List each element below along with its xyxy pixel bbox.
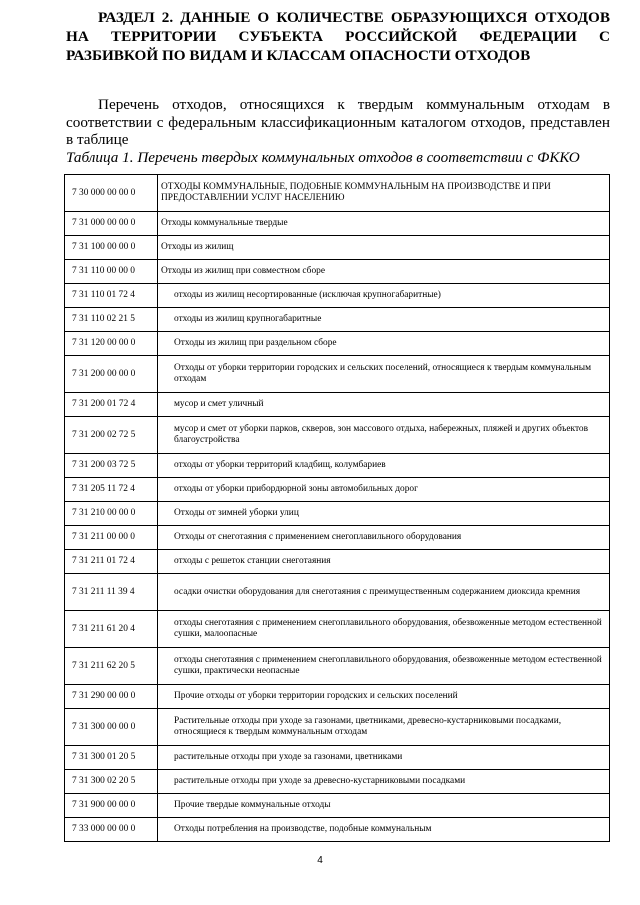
fkko-code: 7 31 100 00 00 0	[65, 236, 158, 260]
page-number: 4	[317, 855, 323, 866]
table-row	[65, 284, 610, 308]
fkko-code: 7 31 211 61 20 4	[65, 611, 158, 648]
intro-paragraph: Перечень отходов, относящихся к твердым коммунальным отходам в соответствии с федеральным классификационным каталогом отходов, представлен в таблице	[66, 96, 610, 148]
fkko-code: 7 31 900 00 00 0	[65, 794, 158, 818]
waste-name: отходы от уборки территорий кладбищ, колумбариев	[158, 454, 610, 478]
table-row	[65, 478, 610, 502]
waste-name: растительные отходы при уходе за газонами, цветниками	[158, 746, 610, 770]
table-row	[65, 611, 610, 648]
table-row	[65, 709, 610, 746]
waste-name: отходы снеготаяния с применением снегоплавильного оборудования, обезвоженные методом естественной сушки, малоопасные	[158, 611, 610, 648]
fkko-code: 7 31 205 11 72 4	[65, 478, 158, 502]
fkko-code: 7 33 000 00 00 0	[65, 818, 158, 842]
table-row	[65, 746, 610, 770]
fkko-code: 7 31 211 11 39 4	[65, 574, 158, 611]
fkko-code: 7 31 200 03 72 5	[65, 454, 158, 478]
waste-classification-table	[64, 174, 610, 842]
waste-name: Растительные отходы при уходе за газонами, цветниками, древесно-кустарниковыми посадками, относящиеся к твердым коммунальным отходам	[158, 709, 610, 746]
fkko-code: 7 31 200 00 00 0	[65, 356, 158, 393]
fkko-code: 7 31 300 02 20 5	[65, 770, 158, 794]
table-row	[65, 308, 610, 332]
waste-name: Отходы из жилищ при совместном сборе	[158, 260, 610, 284]
table-row	[65, 356, 610, 393]
fkko-code: 7 31 110 02 21 5	[65, 308, 158, 332]
table-row	[65, 526, 610, 550]
waste-name: ОТХОДЫ КОММУНАЛЬНЫЕ, ПОДОБНЫЕ КОММУНАЛЬНЫМ НА ПРОИЗВОДСТВЕ И ПРИ ПРЕДОСТАВЛЕНИИ УСЛУГ НАСЕЛЕНИЮ	[158, 175, 610, 212]
waste-name: Отходы от зимней уборки улиц	[158, 502, 610, 526]
fkko-code: 7 31 200 01 72 4	[65, 393, 158, 417]
waste-name: Отходы из жилищ	[158, 236, 610, 260]
table-row	[65, 574, 610, 611]
waste-name: Отходы от уборки территории городских и сельских поселений, относящиеся к твердым коммунальным отходам	[158, 356, 610, 393]
table-row	[65, 454, 610, 478]
fkko-code: 7 30 000 00 00 0	[65, 175, 158, 212]
waste-name: Прочие твердые коммунальные отходы	[158, 794, 610, 818]
fkko-code: 7 31 211 62 20 5	[65, 648, 158, 685]
table-row	[65, 212, 610, 236]
table-row	[65, 260, 610, 284]
waste-name: мусор и смет уличный	[158, 393, 610, 417]
fkko-code: 7 31 210 00 00 0	[65, 502, 158, 526]
waste-name: растительные отходы при уходе за древесно-кустарниковыми посадками	[158, 770, 610, 794]
fkko-code: 7 31 211 01 72 4	[65, 550, 158, 574]
fkko-code: 7 31 300 01 20 5	[65, 746, 158, 770]
fkko-code: 7 31 110 01 72 4	[65, 284, 158, 308]
table-row	[65, 417, 610, 454]
table-row	[65, 175, 610, 212]
waste-name: отходы с решеток станции снеготаяния	[158, 550, 610, 574]
waste-name: отходы снеготаяния с применением снегоплавильного оборудования, обезвоженные методом естественной сушки, практически неопасные	[158, 648, 610, 685]
table-row	[65, 550, 610, 574]
waste-name: Прочие отходы от уборки территории городских и сельских поселений	[158, 685, 610, 709]
fkko-code: 7 31 110 00 00 0	[65, 260, 158, 284]
fkko-code: 7 31 211 00 00 0	[65, 526, 158, 550]
table-row	[65, 794, 610, 818]
waste-name: Отходы от снеготаяния с применением снегоплавильного оборудования	[158, 526, 610, 550]
waste-name: мусор и смет от уборки парков, скверов, зон массового отдыха, набережных, пляжей и других объектов благоустройства	[158, 417, 610, 454]
table-row	[65, 648, 610, 685]
table-row	[65, 770, 610, 794]
table-row	[65, 236, 610, 260]
section-heading: РАЗДЕЛ 2. ДАННЫЕ О КОЛИЧЕСТВЕ ОБРАЗУЮЩИХСЯ ОТХОДОВ НА ТЕРРИТОРИИ СУБЪЕКТА РОССИЙСКОЙ ФЕДЕРАЦИИ С РАЗБИВКОЙ ПО ВИДАМ И КЛАССАМ ОПАСНОСТИ ОТХОДОВ	[66, 9, 610, 64]
table-row	[65, 685, 610, 709]
waste-name: Отходы коммунальные твердые	[158, 212, 610, 236]
waste-name: отходы из жилищ крупногабаритные	[158, 308, 610, 332]
fkko-code: 7 31 000 00 00 0	[65, 212, 158, 236]
table-caption: Таблица 1. Перечень твердых коммунальных отходов в соответствии с ФККО	[66, 149, 580, 166]
table-row	[65, 502, 610, 526]
table-row	[65, 332, 610, 356]
waste-name: осадки очистки оборудования для снеготаяния с преимущественным содержанием диоксида кремния	[158, 574, 610, 611]
table-row	[65, 818, 610, 842]
fkko-code: 7 31 200 02 72 5	[65, 417, 158, 454]
waste-name: Отходы потребления на производстве, подобные коммунальным	[158, 818, 610, 842]
waste-name: отходы из жилищ несортированные (исключая крупногабаритные)	[158, 284, 610, 308]
table-row	[65, 393, 610, 417]
fkko-code: 7 31 290 00 00 0	[65, 685, 158, 709]
waste-name: Отходы из жилищ при раздельном сборе	[158, 332, 610, 356]
waste-name: отходы от уборки прибордюрной зоны автомобильных дорог	[158, 478, 610, 502]
fkko-code: 7 31 120 00 00 0	[65, 332, 158, 356]
fkko-code: 7 31 300 00 00 0	[65, 709, 158, 746]
